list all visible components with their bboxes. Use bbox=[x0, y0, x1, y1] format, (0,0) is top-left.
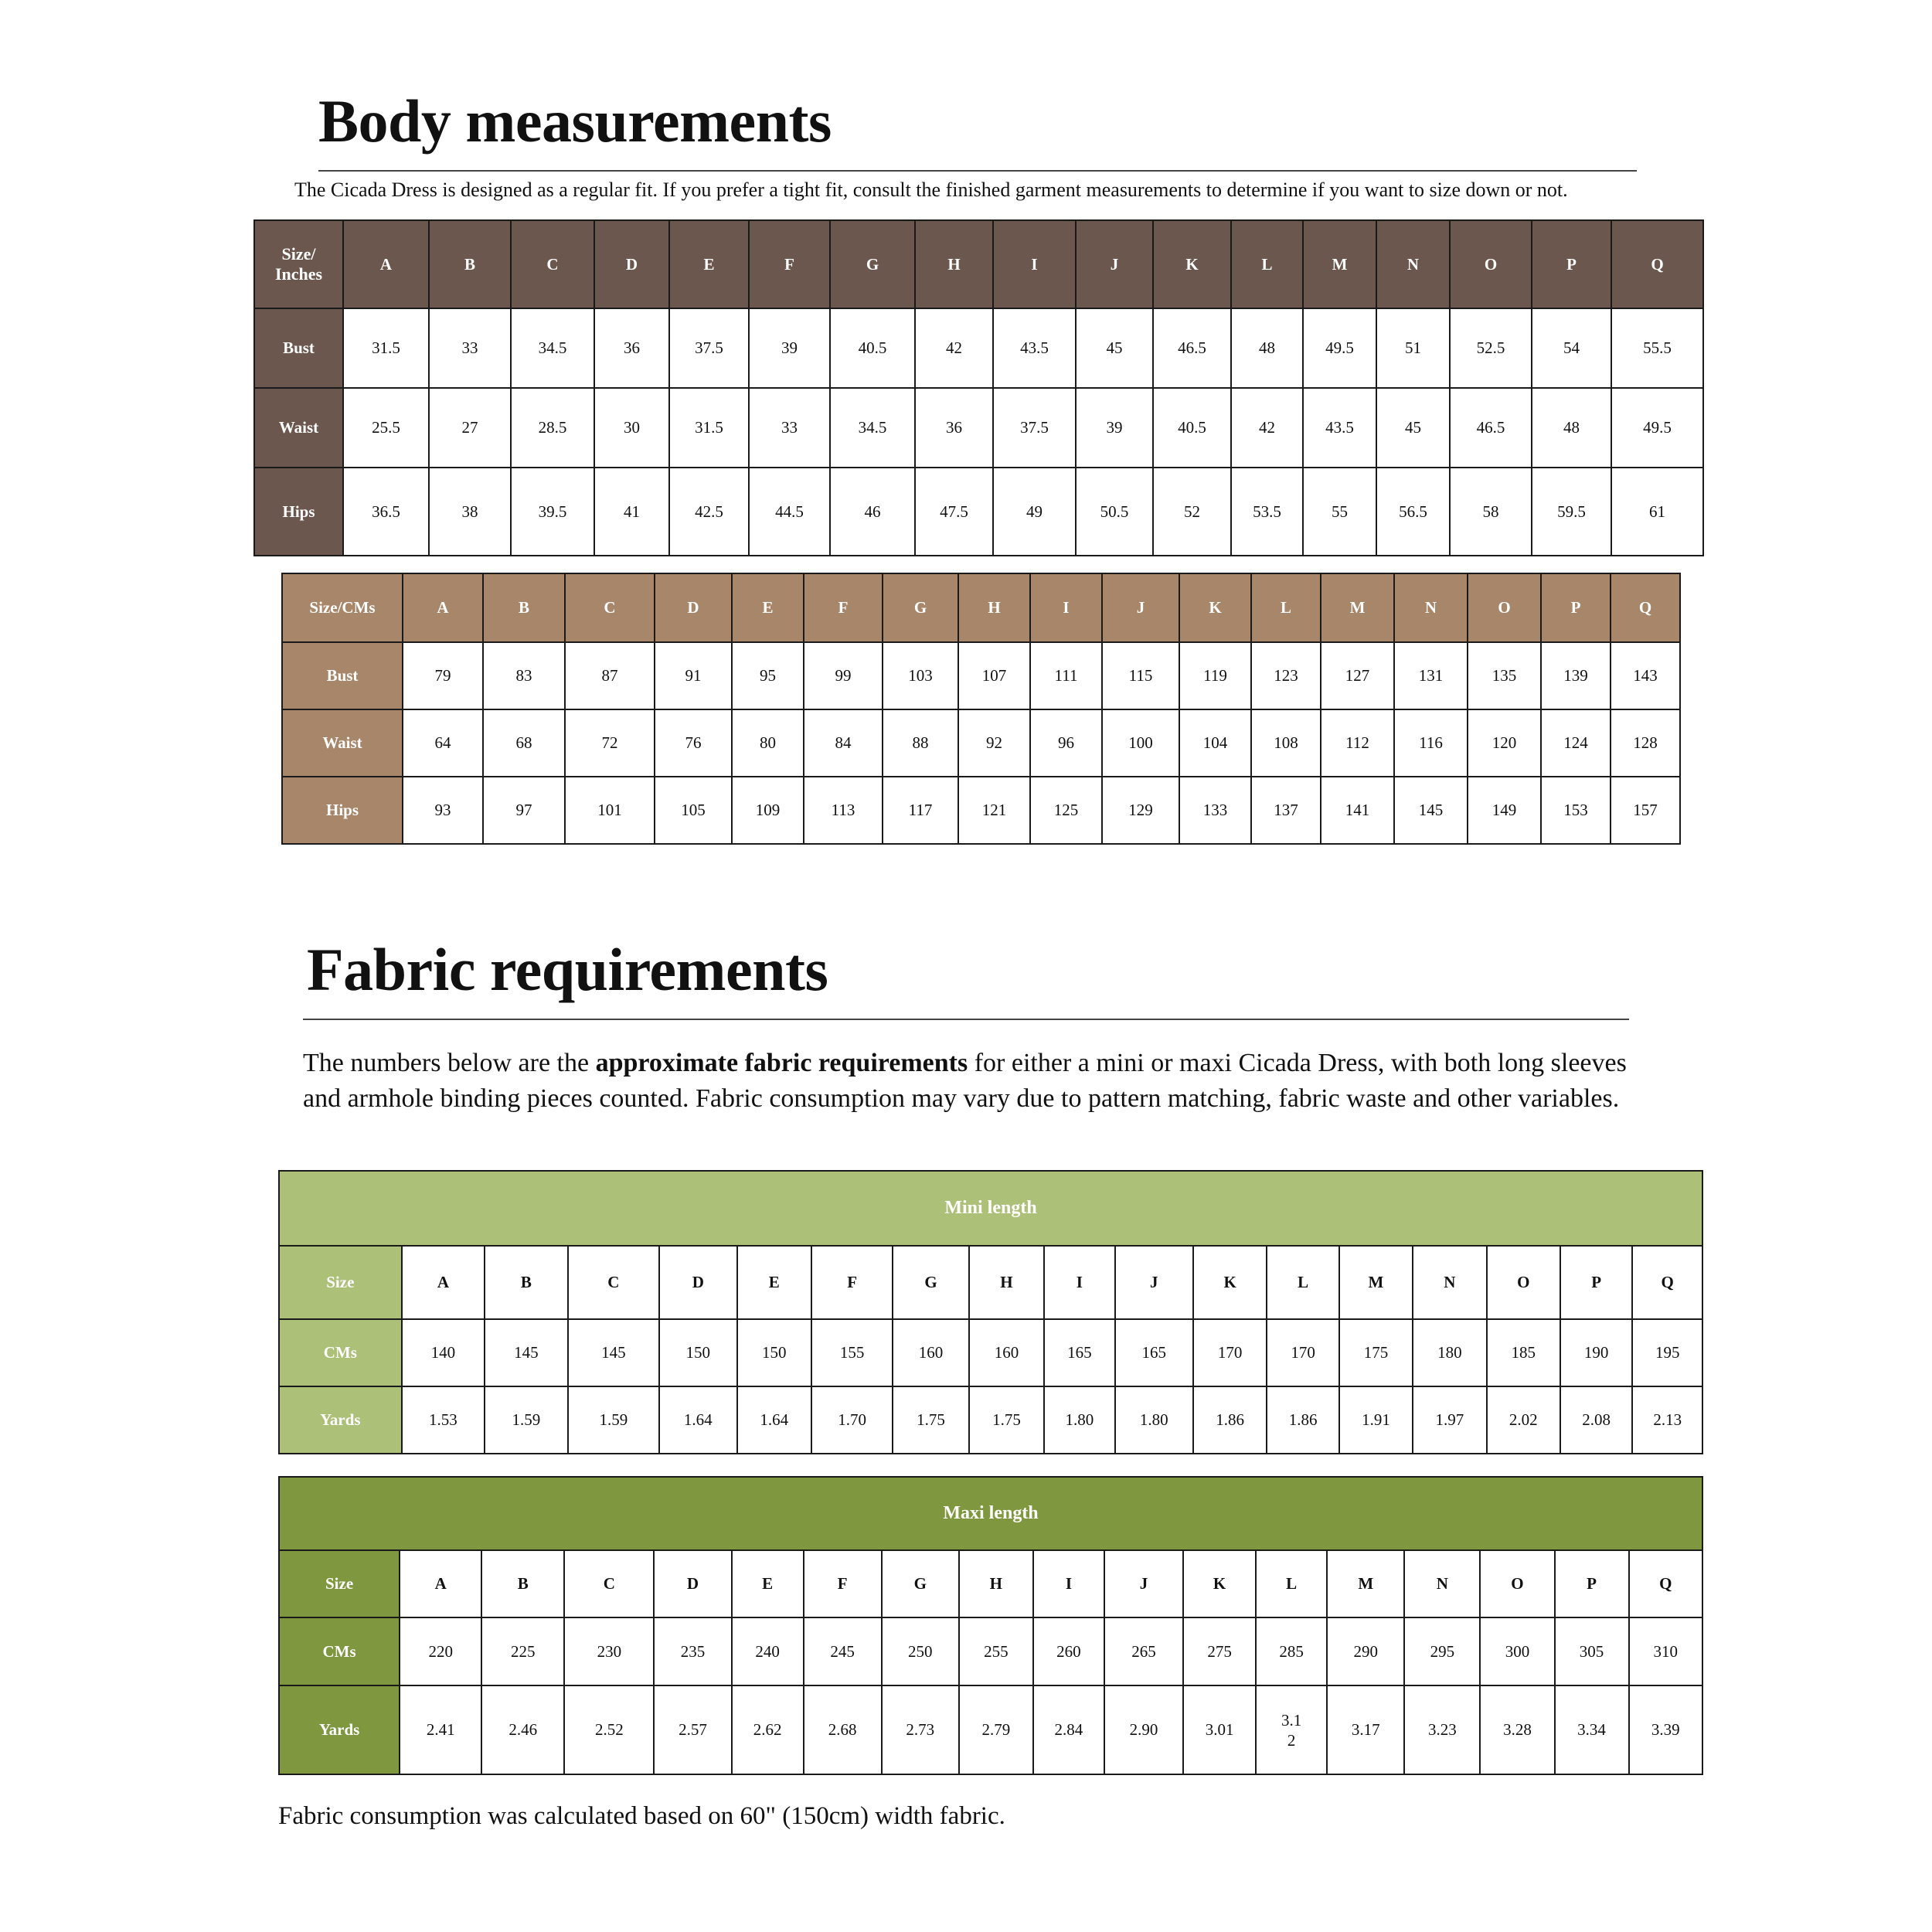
row-label: Yards bbox=[279, 1386, 402, 1454]
size-header: J bbox=[1115, 1246, 1193, 1319]
size-header: H bbox=[959, 1550, 1033, 1617]
value-cell: 72 bbox=[565, 709, 655, 777]
fabric-width-footnote: Fabric consumption was calculated based on 60" (150cm) width fabric. bbox=[278, 1802, 1005, 1830]
value-cell: 27 bbox=[429, 388, 511, 468]
value-cell: 250 bbox=[882, 1617, 959, 1685]
value-cell: 1.80 bbox=[1115, 1386, 1193, 1454]
value-cell bbox=[1256, 1685, 1327, 1774]
size-header: G bbox=[830, 220, 915, 308]
value-cell: 190 bbox=[1560, 1319, 1632, 1386]
size-header: A bbox=[343, 220, 429, 308]
value-cell: 131 bbox=[1394, 642, 1468, 709]
cm-row-hips bbox=[282, 777, 1680, 844]
row-label: Yards bbox=[279, 1685, 400, 1774]
size-header: D bbox=[654, 1550, 731, 1617]
value-cell: 87 bbox=[565, 642, 655, 709]
inches-corner-cell bbox=[254, 220, 343, 308]
size-header: C bbox=[565, 573, 655, 642]
value-cell: 36 bbox=[915, 388, 993, 468]
value-cell: 150 bbox=[659, 1319, 736, 1386]
value-cell: 137 bbox=[1251, 777, 1321, 844]
value-cell: 165 bbox=[1044, 1319, 1114, 1386]
value-cell: 175 bbox=[1339, 1319, 1413, 1386]
para-bold: approximate fabric requirements bbox=[595, 1049, 968, 1077]
value-cell: 160 bbox=[969, 1319, 1044, 1386]
size-header: B bbox=[483, 573, 565, 642]
size-header: M bbox=[1321, 573, 1394, 642]
maxi-size-row bbox=[279, 1550, 1702, 1617]
size-header: Q bbox=[1632, 1246, 1702, 1319]
size-header: A bbox=[403, 573, 483, 642]
value-cell: 119 bbox=[1179, 642, 1251, 709]
value-cell: 55.5 bbox=[1611, 308, 1703, 388]
value-cell: 2.62 bbox=[732, 1685, 804, 1774]
value-cell: 115 bbox=[1102, 642, 1179, 709]
size-header: P bbox=[1560, 1246, 1632, 1319]
value-cell: 2.13 bbox=[1632, 1386, 1702, 1454]
value-cell: 41 bbox=[594, 468, 669, 556]
size-header: O bbox=[1450, 220, 1532, 308]
value-cell: 46 bbox=[830, 468, 915, 556]
value-cell: 1.75 bbox=[893, 1386, 968, 1454]
value-cell: 31.5 bbox=[669, 388, 749, 468]
corner-line-1: Size/ bbox=[281, 244, 316, 264]
size-header: K bbox=[1193, 1246, 1267, 1319]
value-cell: 127 bbox=[1321, 642, 1394, 709]
size-header: C bbox=[511, 220, 594, 308]
value-cell: 34.5 bbox=[830, 388, 915, 468]
value-cell: 111 bbox=[1030, 642, 1102, 709]
value-cell: 220 bbox=[400, 1617, 481, 1685]
row-label: Hips bbox=[254, 468, 343, 556]
size-header: I bbox=[1030, 573, 1102, 642]
value-cell: 124 bbox=[1541, 709, 1611, 777]
value-cell: 285 bbox=[1256, 1617, 1327, 1685]
value-cell: 28.5 bbox=[511, 388, 594, 468]
size-header: O bbox=[1480, 1550, 1554, 1617]
value-cell: 1.64 bbox=[659, 1386, 736, 1454]
row-label: CMs bbox=[279, 1617, 400, 1685]
value-cell: 48 bbox=[1231, 308, 1303, 388]
value-cell: 255 bbox=[959, 1617, 1033, 1685]
value-cell: 145 bbox=[1394, 777, 1468, 844]
inches-size-table bbox=[253, 219, 1704, 556]
size-header: N bbox=[1376, 220, 1450, 308]
value-cell: 44.5 bbox=[749, 468, 830, 556]
mini-caption-row bbox=[279, 1171, 1702, 1246]
value-cell: 43.5 bbox=[993, 308, 1076, 388]
value-cell: 1.70 bbox=[811, 1386, 893, 1454]
size-header: B bbox=[429, 220, 511, 308]
value-cell: 84 bbox=[804, 709, 883, 777]
size-header: Q bbox=[1611, 573, 1680, 642]
value-cell: 48 bbox=[1532, 388, 1611, 468]
value-cell: 275 bbox=[1183, 1617, 1256, 1685]
value-cell: 290 bbox=[1327, 1617, 1404, 1685]
value-cell: 2.46 bbox=[481, 1685, 564, 1774]
value-cell: 1.91 bbox=[1339, 1386, 1413, 1454]
value-cell: 107 bbox=[958, 642, 1030, 709]
value-cell: 95 bbox=[732, 642, 804, 709]
size-header: G bbox=[883, 573, 958, 642]
value-cell: 295 bbox=[1404, 1617, 1480, 1685]
value-cell: 68 bbox=[483, 709, 565, 777]
size-label: Size bbox=[279, 1246, 402, 1319]
fabric-title-divider bbox=[303, 1019, 1629, 1020]
value-cell: 103 bbox=[883, 642, 958, 709]
maxi-caption-row bbox=[279, 1477, 1702, 1550]
size-header: A bbox=[402, 1246, 485, 1319]
corner-line-2: Inches bbox=[274, 264, 323, 284]
value-cell: 116 bbox=[1394, 709, 1468, 777]
inches-row-hips bbox=[254, 468, 1703, 556]
value-cell: 52.5 bbox=[1450, 308, 1532, 388]
value-cell: 195 bbox=[1632, 1319, 1702, 1386]
size-header: M bbox=[1327, 1550, 1404, 1617]
value-cell: 39 bbox=[1076, 388, 1153, 468]
size-header: H bbox=[969, 1246, 1044, 1319]
value-cell: 76 bbox=[655, 709, 732, 777]
size-header: C bbox=[564, 1550, 654, 1617]
mini-cms-row bbox=[279, 1319, 1702, 1386]
size-header: G bbox=[893, 1246, 968, 1319]
value-cell: 1.97 bbox=[1413, 1386, 1486, 1454]
value-cell: 129 bbox=[1102, 777, 1179, 844]
size-header: G bbox=[882, 1550, 959, 1617]
value-cell: 38 bbox=[429, 468, 511, 556]
size-header: Q bbox=[1629, 1550, 1702, 1617]
size-header: I bbox=[1044, 1246, 1114, 1319]
value-cell: 97 bbox=[483, 777, 565, 844]
size-header: M bbox=[1339, 1246, 1413, 1319]
value-cell: 93 bbox=[403, 777, 483, 844]
value-cell: 2.84 bbox=[1033, 1685, 1104, 1774]
value-cell: 125 bbox=[1030, 777, 1102, 844]
fabric-description bbox=[303, 1046, 1632, 1117]
value-cell: 59.5 bbox=[1532, 468, 1611, 556]
value-cell: 31.5 bbox=[343, 308, 429, 388]
fit-note: The Cicada Dress is designed as a regular fit. If you prefer a tight fit, consult the finished garment measurements to determine if you want to size down or not. bbox=[294, 179, 1568, 201]
maxi-cms-row bbox=[279, 1617, 1702, 1685]
size-header: D bbox=[659, 1246, 736, 1319]
value-cell: 180 bbox=[1413, 1319, 1486, 1386]
value-cell: 96 bbox=[1030, 709, 1102, 777]
value-cell: 46.5 bbox=[1450, 388, 1532, 468]
value-cell: 2.68 bbox=[804, 1685, 882, 1774]
maxi-caption: Maxi length bbox=[279, 1477, 1702, 1550]
size-header: K bbox=[1183, 1550, 1256, 1617]
value-cell: 2.02 bbox=[1487, 1386, 1560, 1454]
value-cell: 1.75 bbox=[969, 1386, 1044, 1454]
value-cell: 1.59 bbox=[568, 1386, 660, 1454]
value-cell: 61 bbox=[1611, 468, 1703, 556]
value-cell: 40.5 bbox=[1153, 388, 1231, 468]
value-cell: 149 bbox=[1468, 777, 1541, 844]
value-cell: 42 bbox=[1231, 388, 1303, 468]
size-header: I bbox=[993, 220, 1076, 308]
cm-row-bust bbox=[282, 642, 1680, 709]
value-cell: 300 bbox=[1480, 1617, 1554, 1685]
value-cell: 42.5 bbox=[669, 468, 749, 556]
size-label: Size bbox=[279, 1550, 400, 1617]
value-cell: 3.23 bbox=[1404, 1685, 1480, 1774]
value-cell: 54 bbox=[1532, 308, 1611, 388]
value-cell: 225 bbox=[481, 1617, 564, 1685]
fabric-requirements-title: Fabric requirements bbox=[307, 936, 828, 1003]
value-cell: 46.5 bbox=[1153, 308, 1231, 388]
inches-header-row bbox=[254, 220, 1703, 308]
value-cell: 56.5 bbox=[1376, 468, 1450, 556]
title-divider bbox=[318, 170, 1637, 172]
value-cell: 2.08 bbox=[1560, 1386, 1632, 1454]
size-header: P bbox=[1532, 220, 1611, 308]
size-header: D bbox=[594, 220, 669, 308]
value-cell: 245 bbox=[804, 1617, 882, 1685]
value-cell: 36.5 bbox=[343, 468, 429, 556]
value-cell: 140 bbox=[402, 1319, 485, 1386]
value-cell: 101 bbox=[565, 777, 655, 844]
value-cell: 305 bbox=[1555, 1617, 1629, 1685]
value-cell: 157 bbox=[1611, 777, 1680, 844]
value-cell: 104 bbox=[1179, 709, 1251, 777]
value-cell: 36 bbox=[594, 308, 669, 388]
value-cell: 1.80 bbox=[1044, 1386, 1114, 1454]
size-header: E bbox=[669, 220, 749, 308]
value-cell: 2.90 bbox=[1104, 1685, 1183, 1774]
value-cell: 3.17 bbox=[1327, 1685, 1404, 1774]
cm-header-row bbox=[282, 573, 1680, 642]
size-header: E bbox=[732, 1550, 804, 1617]
size-header: L bbox=[1267, 1246, 1338, 1319]
value-cell: 37.5 bbox=[993, 388, 1076, 468]
value-cell: 33 bbox=[429, 308, 511, 388]
row-label: Bust bbox=[282, 642, 403, 709]
value-cell: 133 bbox=[1179, 777, 1251, 844]
value-cell: 1.53 bbox=[402, 1386, 485, 1454]
cm-size-table bbox=[281, 573, 1681, 845]
size-header: O bbox=[1487, 1246, 1560, 1319]
mini-caption: Mini length bbox=[279, 1171, 1702, 1246]
size-header: L bbox=[1251, 573, 1321, 642]
value-cell: 88 bbox=[883, 709, 958, 777]
size-header: J bbox=[1076, 220, 1153, 308]
value-cell: 143 bbox=[1611, 642, 1680, 709]
row-label: Waist bbox=[254, 388, 343, 468]
size-header: N bbox=[1413, 1246, 1486, 1319]
wrapped-value: 3.12 bbox=[1281, 1710, 1302, 1750]
value-cell: 260 bbox=[1033, 1617, 1104, 1685]
para-text-2: for either a mini or maxi Cicada Dress, with both long sleeves and armhole binding pieces counted. Fabric consumption may vary due to pattern matching, fabric waste and other variables. bbox=[303, 1049, 1627, 1113]
value-cell: 310 bbox=[1629, 1617, 1702, 1685]
size-header: J bbox=[1104, 1550, 1183, 1617]
value-cell: 2.73 bbox=[882, 1685, 959, 1774]
size-header: C bbox=[568, 1246, 660, 1319]
size-header: H bbox=[958, 573, 1030, 642]
size-header: B bbox=[481, 1550, 564, 1617]
value-cell: 39 bbox=[749, 308, 830, 388]
value-cell: 49.5 bbox=[1611, 388, 1703, 468]
row-label: Bust bbox=[254, 308, 343, 388]
value-cell: 45 bbox=[1076, 308, 1153, 388]
value-cell: 3.28 bbox=[1480, 1685, 1554, 1774]
value-cell: 83 bbox=[483, 642, 565, 709]
value-cell: 91 bbox=[655, 642, 732, 709]
inches-row-bust bbox=[254, 308, 1703, 388]
value-cell: 153 bbox=[1541, 777, 1611, 844]
value-cell: 50.5 bbox=[1076, 468, 1153, 556]
value-cell: 230 bbox=[564, 1617, 654, 1685]
body-measurements-title: Body measurements bbox=[318, 87, 832, 155]
value-cell: 2.79 bbox=[959, 1685, 1033, 1774]
value-cell: 1.86 bbox=[1267, 1386, 1338, 1454]
value-cell: 37.5 bbox=[669, 308, 749, 388]
para-text-1: The numbers below are the bbox=[303, 1049, 596, 1077]
size-header: K bbox=[1153, 220, 1231, 308]
value-cell: 2.52 bbox=[564, 1685, 654, 1774]
value-cell: 139 bbox=[1541, 642, 1611, 709]
value-cell: 235 bbox=[654, 1617, 731, 1685]
value-cell: 2.41 bbox=[400, 1685, 481, 1774]
value-cell: 155 bbox=[811, 1319, 893, 1386]
size-header: N bbox=[1404, 1550, 1480, 1617]
value-cell: 52 bbox=[1153, 468, 1231, 556]
size-header: O bbox=[1468, 573, 1541, 642]
value-cell: 64 bbox=[403, 709, 483, 777]
size-header: D bbox=[655, 573, 732, 642]
value-cell: 92 bbox=[958, 709, 1030, 777]
value-cell: 145 bbox=[568, 1319, 660, 1386]
value-cell: 33 bbox=[749, 388, 830, 468]
value-cell: 39.5 bbox=[511, 468, 594, 556]
value-cell: 47.5 bbox=[915, 468, 993, 556]
value-cell: 80 bbox=[732, 709, 804, 777]
value-cell: 113 bbox=[804, 777, 883, 844]
cm-row-waist bbox=[282, 709, 1680, 777]
value-cell: 3.34 bbox=[1555, 1685, 1629, 1774]
maxi-length-table bbox=[278, 1476, 1703, 1775]
value-cell: 40.5 bbox=[830, 308, 915, 388]
size-header: H bbox=[915, 220, 993, 308]
value-cell: 43.5 bbox=[1303, 388, 1376, 468]
value-cell: 150 bbox=[737, 1319, 811, 1386]
size-header: J bbox=[1102, 573, 1179, 642]
value-cell: 1.59 bbox=[485, 1386, 567, 1454]
size-header: L bbox=[1256, 1550, 1327, 1617]
size-header: F bbox=[749, 220, 830, 308]
mini-size-row bbox=[279, 1246, 1702, 1319]
value-cell: 160 bbox=[893, 1319, 968, 1386]
value-cell: 25.5 bbox=[343, 388, 429, 468]
value-cell: 135 bbox=[1468, 642, 1541, 709]
value-cell: 141 bbox=[1321, 777, 1394, 844]
value-cell: 117 bbox=[883, 777, 958, 844]
row-label: Waist bbox=[282, 709, 403, 777]
value-cell: 49 bbox=[993, 468, 1076, 556]
mini-yards-row bbox=[279, 1386, 1702, 1454]
size-header: K bbox=[1179, 573, 1251, 642]
size-header: F bbox=[804, 1550, 882, 1617]
size-header: P bbox=[1541, 573, 1611, 642]
value-cell: 55 bbox=[1303, 468, 1376, 556]
value-cell: 185 bbox=[1487, 1319, 1560, 1386]
value-cell: 2.57 bbox=[654, 1685, 731, 1774]
row-label: Hips bbox=[282, 777, 403, 844]
value-cell: 79 bbox=[403, 642, 483, 709]
value-cell: 265 bbox=[1104, 1617, 1183, 1685]
value-cell: 30 bbox=[594, 388, 669, 468]
value-cell: 53.5 bbox=[1231, 468, 1303, 556]
value-cell: 3.01 bbox=[1183, 1685, 1256, 1774]
value-cell: 128 bbox=[1611, 709, 1680, 777]
value-cell: 99 bbox=[804, 642, 883, 709]
value-cell: 51 bbox=[1376, 308, 1450, 388]
value-cell: 105 bbox=[655, 777, 732, 844]
size-header: B bbox=[485, 1246, 567, 1319]
value-cell: 170 bbox=[1267, 1319, 1338, 1386]
value-cell: 145 bbox=[485, 1319, 567, 1386]
size-header: Q bbox=[1611, 220, 1703, 308]
size-header: M bbox=[1303, 220, 1376, 308]
size-header: P bbox=[1555, 1550, 1629, 1617]
size-header: N bbox=[1394, 573, 1468, 642]
value-cell: 108 bbox=[1251, 709, 1321, 777]
size-header: I bbox=[1033, 1550, 1104, 1617]
cm-corner-cell: Size/CMs bbox=[282, 573, 403, 642]
value-cell: 170 bbox=[1193, 1319, 1267, 1386]
size-header: E bbox=[732, 573, 804, 642]
value-cell: 100 bbox=[1102, 709, 1179, 777]
value-cell: 1.64 bbox=[737, 1386, 811, 1454]
value-cell: 42 bbox=[915, 308, 993, 388]
value-cell: 34.5 bbox=[511, 308, 594, 388]
size-header: E bbox=[737, 1246, 811, 1319]
value-cell: 49.5 bbox=[1303, 308, 1376, 388]
value-cell: 121 bbox=[958, 777, 1030, 844]
size-header: F bbox=[811, 1246, 893, 1319]
value-cell: 120 bbox=[1468, 709, 1541, 777]
value-cell: 112 bbox=[1321, 709, 1394, 777]
row-label: CMs bbox=[279, 1319, 402, 1386]
value-cell: 3.39 bbox=[1629, 1685, 1702, 1774]
value-cell: 240 bbox=[732, 1617, 804, 1685]
value-cell: 45 bbox=[1376, 388, 1450, 468]
maxi-yards-row bbox=[279, 1685, 1702, 1774]
value-cell: 165 bbox=[1115, 1319, 1193, 1386]
size-header: F bbox=[804, 573, 883, 642]
value-cell: 1.86 bbox=[1193, 1386, 1267, 1454]
value-cell: 109 bbox=[732, 777, 804, 844]
value-cell: 58 bbox=[1450, 468, 1532, 556]
size-header: A bbox=[400, 1550, 481, 1617]
value-cell: 123 bbox=[1251, 642, 1321, 709]
mini-length-table bbox=[278, 1170, 1703, 1454]
inches-row-waist bbox=[254, 388, 1703, 468]
size-header: L bbox=[1231, 220, 1303, 308]
